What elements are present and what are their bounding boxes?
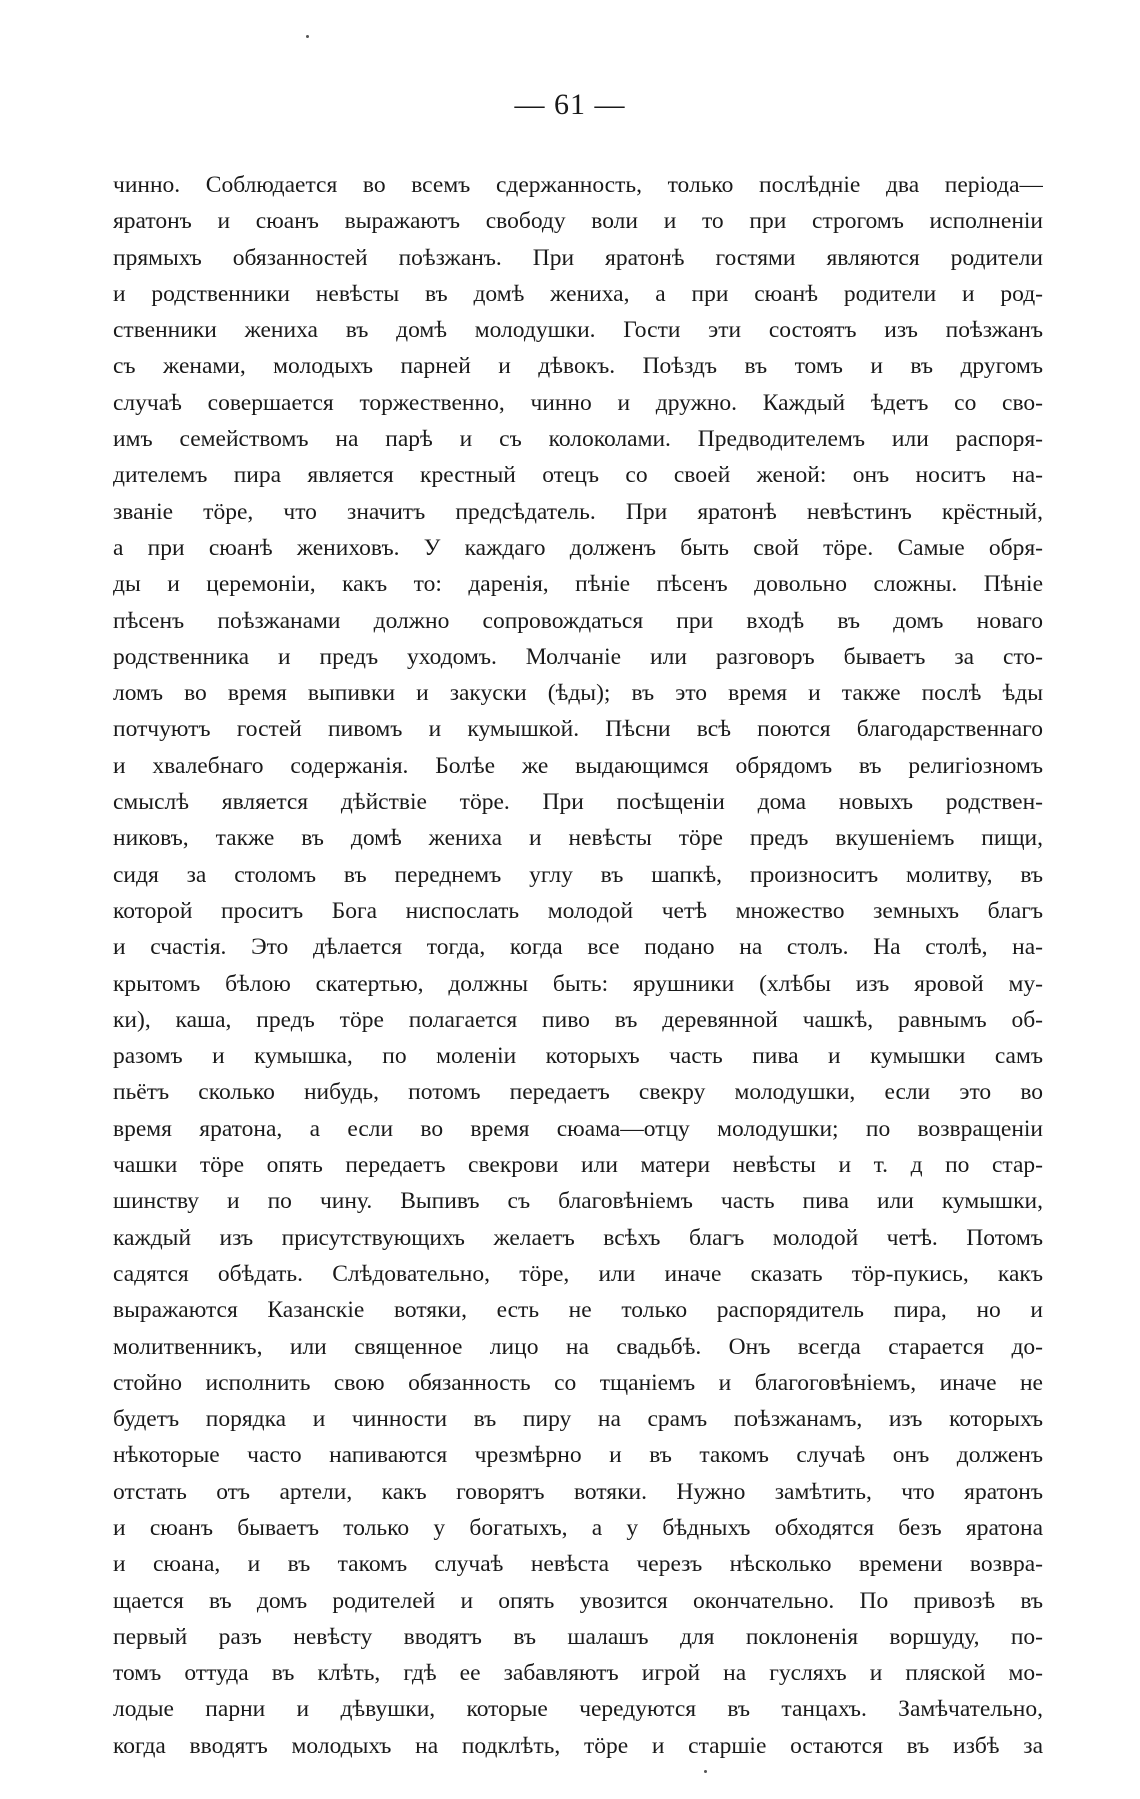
page-number: — 61 — (514, 88, 626, 121)
text-line: каждый изъ присутствующихъ желаетъ всѣхъ благъ молодой четѣ. Потомъ (113, 1224, 1043, 1251)
text-line: крытомъ бѣлою скатертью, должны быть: ярушники (хлѣбы изъ яровой му- (113, 970, 1043, 997)
text-line: и сюанъ бываетъ только у богатыхъ, а у бѣдныхъ обходятся безъ яратона (113, 1514, 1043, 1541)
text-line: съ женами, молодыхъ парней и дѣвокъ. Поѣздъ въ томъ и въ другомъ (113, 353, 1043, 380)
ink-speck (704, 1770, 707, 1773)
text-line: и сюана, и въ такомъ случаѣ невѣста черезъ нѣсколько времени возвра- (113, 1551, 1043, 1578)
text-line: лодые парни и дѣвушки, которые чередуются въ танцахъ. Замѣчательно, (113, 1696, 1043, 1723)
text-line: когда вводятъ молодыхъ на подклѣть, тöре и старшіе остаются въ избѣ за (113, 1732, 1043, 1759)
text-line: родственника и предъ уходомъ. Молчаніе или разговоръ бываетъ за сто- (113, 643, 1043, 670)
text-line: смыслѣ является дѣйствіе тöре. При посѣщеніи дома новыхъ родствен- (113, 789, 1043, 816)
text-line: никовъ, также въ домѣ жениха и невѣсты тöре предъ вкушеніемъ пищи, (113, 825, 1043, 852)
text-line: щается въ домъ родителей и опять увозится окончательно. По привозѣ въ (113, 1587, 1043, 1614)
text-line: томъ оттуда въ клѣть, гдѣ ее забавляютъ игрой на гусляхъ и пляской мо- (113, 1660, 1043, 1687)
text-line: случаѣ совершается торжественно, чинно и дружно. Каждый ѣдетъ со сво- (113, 389, 1043, 416)
text-line: разомъ и кумышка, по моленіи которыхъ часть пива и кумышки самъ (113, 1043, 1043, 1070)
text-line: будетъ порядка и чинности въ пиру на срамъ поѣзжанамъ, изъ которыхъ (113, 1406, 1043, 1433)
text-line: званіе тöре, что значитъ предсѣдатель. При яратонѣ невѣстинъ крёстный, (113, 498, 1043, 525)
text-line: потчуютъ гостей пивомъ и кумышкой. Пѣсни всѣ поются благодарственнаго (113, 716, 1043, 743)
text-line: сидя за столомъ въ переднемъ углу въ шапкѣ, произноситъ молитву, въ (113, 861, 1043, 888)
text-line: пьётъ сколько нибудь, потомъ передаетъ свекру молодушки, если это во (113, 1079, 1043, 1106)
text-line: ки), каша, предъ тöре полагается пиво въ деревянной чашкѣ, равнымъ об- (113, 1006, 1043, 1033)
text-line: которой проситъ Бога ниспослать молодой четѣ множество земныхъ благъ (113, 897, 1043, 924)
text-line: время яратона, а если во время сюама—отцу молодушки; по возвращеніи (113, 1115, 1043, 1142)
text-line: нѣкоторые часто напиваются чрезмѣрно и въ такомъ случаѣ онъ долженъ (113, 1442, 1043, 1469)
text-line: и родственники невѣсты въ домѣ жениха, а при сюанѣ родители и род- (113, 280, 1043, 307)
text-line: отстать отъ артели, какъ говорятъ вотяки. Нужно замѣтить, что яратонъ (113, 1478, 1043, 1505)
text-line: и хвалебнаго содержанія. Болѣе же выдающимся обрядомъ въ религіозномъ (113, 752, 1043, 779)
text-line: имъ семействомъ на парѣ и съ колоколами. Предводителемъ или распоря- (113, 426, 1043, 453)
text-line: чинно. Соблюдается во всемъ сдержанность, только послѣдніе два періода— (113, 172, 1043, 198)
text-line: ственники жениха въ домѣ молодушки. Гости эти состоятъ изъ поѣзжанъ (113, 317, 1043, 344)
text-line: дителемъ пира является крестный отецъ со своей женой: онъ носитъ на- (113, 462, 1043, 489)
text-line: яратонъ и сюанъ выражаютъ свободу воли и то при строгомъ исполненіи (113, 208, 1043, 235)
text-line: а при сюанѣ жениховъ. У каждаго долженъ быть свой тöре. Самые обря- (113, 534, 1043, 561)
text-line: шинству и по чину. Выпивъ съ благовѣніемъ часть пива или кумышки, (113, 1188, 1043, 1215)
text-line: садятся обѣдать. Слѣдовательно, тöре, или иначе сказать тöр-пукись, какъ (113, 1260, 1043, 1287)
body-text (113, 167, 1043, 1764)
text-line: стойно исполнить свою обязанность со тщаніемъ и благоговѣніемъ, иначе не (113, 1369, 1043, 1396)
text-line: и счастія. Это дѣлается тогда, когда все подано на столъ. На столѣ, на- (113, 934, 1043, 961)
text-line: молитвенникъ, или священное лицо на свадьбѣ. Онъ всегда старается до- (113, 1333, 1043, 1360)
text-line: прямыхъ обязанностей поѣзжанъ. При яратонѣ гостями являются родители (113, 244, 1043, 271)
text-line: ды и церемоніи, какъ то: даренія, пѣніе пѣсенъ довольно сложны. Пѣніе (113, 571, 1043, 598)
text-line: выражаются Казанскіе вотяки, есть не только распорядитель пира, но и (113, 1297, 1043, 1324)
ink-speck (306, 35, 309, 38)
text-line: первый разъ невѣсту вводятъ въ шалашъ для поклоненія воршуду, по- (113, 1623, 1043, 1650)
text-line: ломъ во время выпивки и закуски (ѣды); въ это время и также послѣ ѣды (113, 680, 1043, 707)
text-line: пѣсенъ поѣзжанами должно сопровождаться при входѣ въ домъ новаго (113, 607, 1043, 634)
text-line: чашки тöре опять передаетъ свекрови или матери невѣсты и т. д по стар- (113, 1152, 1043, 1179)
